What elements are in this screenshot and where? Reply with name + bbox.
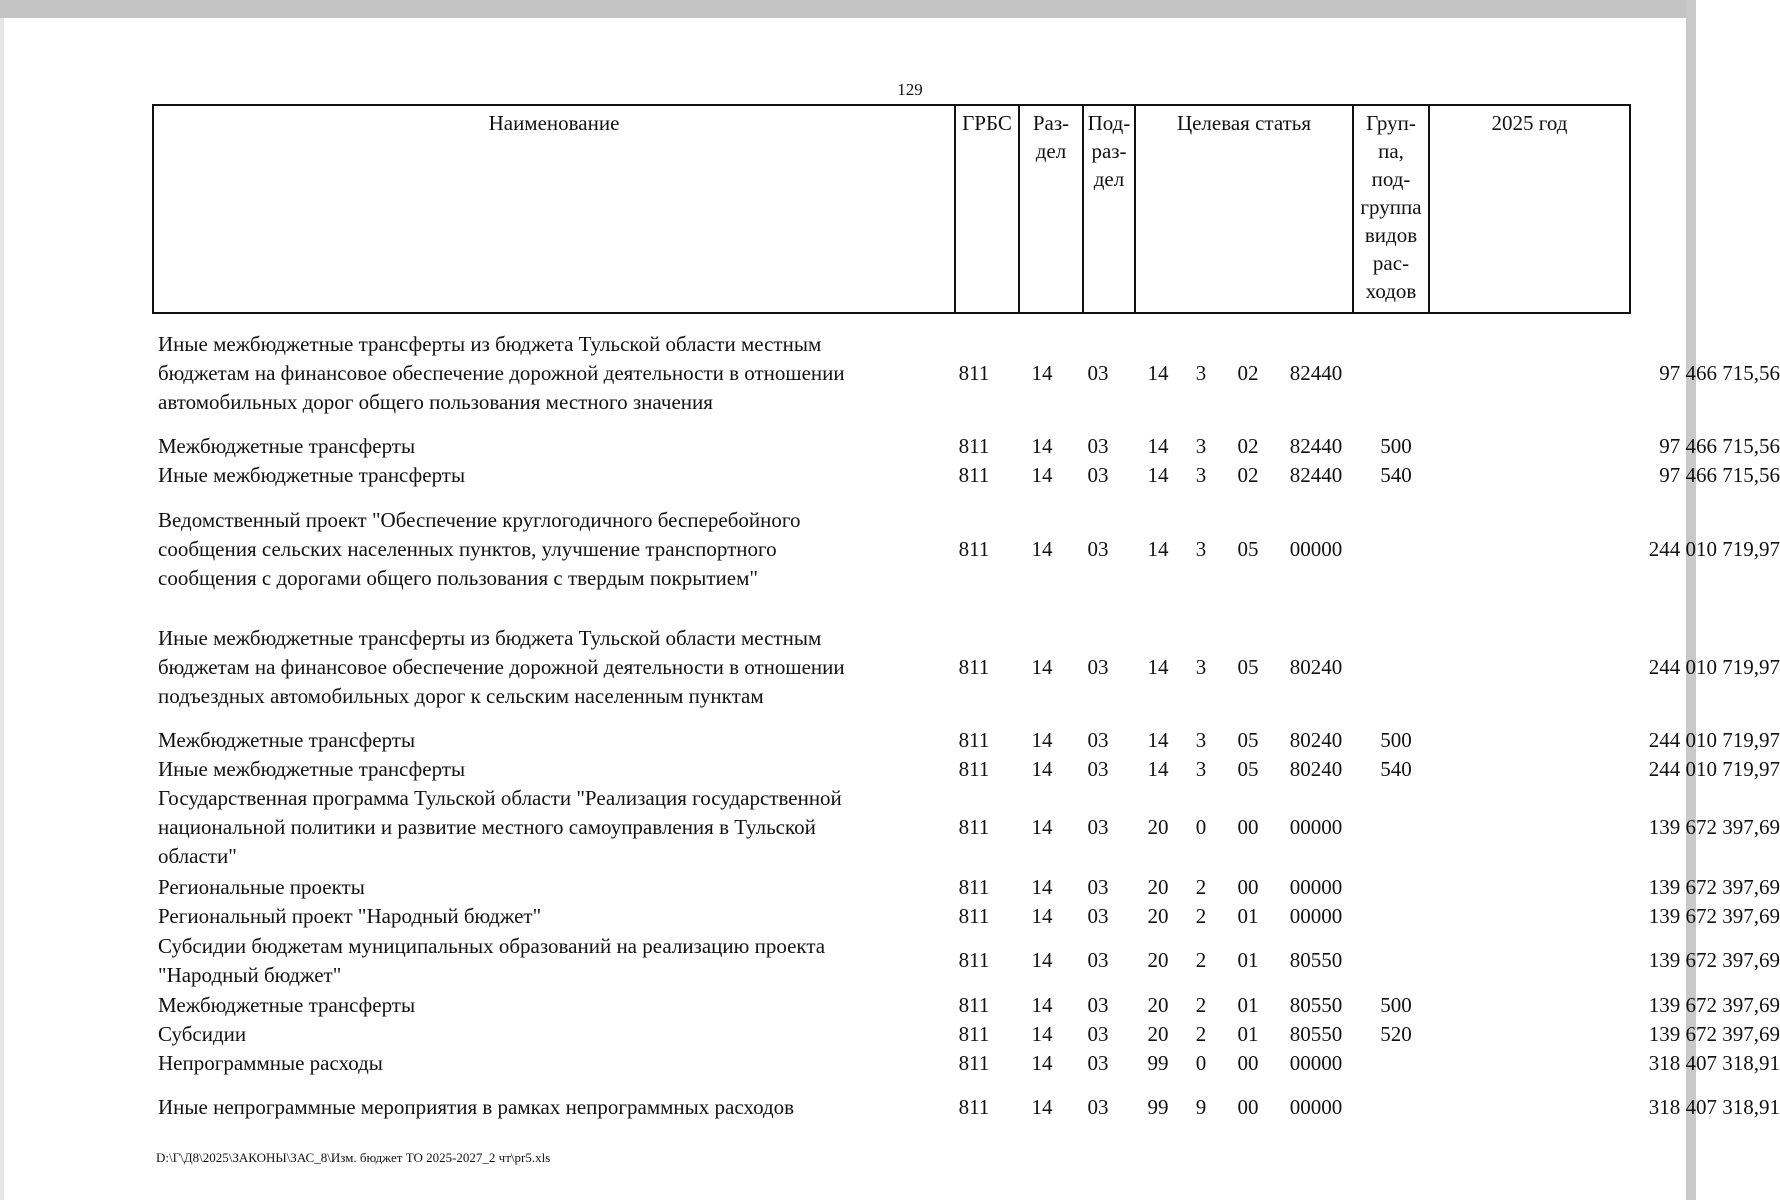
- table-row: [152, 1093, 1780, 1122]
- table-row: [152, 873, 1780, 902]
- row-name-line: национальной политики и развитие местного самоуправления в Тульской: [158, 815, 816, 839]
- table-row: [152, 1020, 1780, 1049]
- row-target-type: 3: [1195, 757, 1207, 781]
- row-target-subprogram: 01: [1237, 904, 1259, 928]
- row-target-subprogram: 00: [1237, 875, 1259, 899]
- row-razdel: 14: [1031, 948, 1053, 972]
- table-row: [152, 624, 1780, 711]
- row-razdel: 14: [1031, 537, 1053, 561]
- row-razdel: 14: [1031, 875, 1053, 899]
- row-target-subprogram: 00: [1237, 1095, 1259, 1119]
- row-target-direction: 00000: [1289, 537, 1343, 561]
- row-group: 540: [1380, 463, 1412, 487]
- row-name-line: Межбюджетные трансферты: [158, 728, 416, 752]
- row-name: [158, 506, 938, 593]
- row-target-subprogram: 05: [1237, 757, 1259, 781]
- row-sum: 244 010 719,97: [1648, 757, 1780, 781]
- row-group: 500: [1380, 434, 1412, 458]
- row-target-direction: 80240: [1289, 728, 1343, 752]
- row-target-program: 99: [1147, 1095, 1169, 1119]
- header-group-line: ходов: [1365, 279, 1417, 303]
- table-row: [152, 755, 1780, 784]
- row-target-subprogram: 02: [1237, 463, 1259, 487]
- row-target-subprogram: 05: [1237, 728, 1259, 752]
- header-target-column: [1134, 106, 1352, 312]
- row-target-direction: 80550: [1289, 1022, 1343, 1046]
- row-podrazdel: 03: [1087, 815, 1109, 839]
- row-target-direction: 00000: [1289, 904, 1343, 928]
- row-target-type: 9: [1195, 1095, 1207, 1119]
- row-razdel: 14: [1031, 361, 1053, 385]
- row-name: [158, 461, 938, 490]
- row-podrazdel: 03: [1087, 655, 1109, 679]
- header-group-line: па,: [1378, 139, 1404, 163]
- table-row: [152, 506, 1780, 593]
- row-target-program: 14: [1147, 361, 1169, 385]
- table-row: [152, 784, 1780, 871]
- row-target-direction: 82440: [1289, 361, 1343, 385]
- row-podrazdel: 03: [1087, 537, 1109, 561]
- row-target-direction: 00000: [1289, 1095, 1343, 1119]
- table-row: [152, 726, 1780, 755]
- table-header: [152, 104, 1631, 314]
- row-target-program: 20: [1147, 993, 1169, 1017]
- row-name: [158, 991, 938, 1020]
- row-target-program: 20: [1147, 1022, 1169, 1046]
- row-name-line: Иные межбюджетные трансферты: [158, 463, 466, 487]
- row-grbs: 811: [958, 463, 990, 487]
- row-target-direction: 80550: [1289, 948, 1343, 972]
- header-group-line: видов: [1364, 223, 1418, 247]
- row-razdel: 14: [1031, 463, 1053, 487]
- row-target-type: 0: [1195, 1051, 1207, 1075]
- row-target-subprogram: 01: [1237, 948, 1259, 972]
- row-sum: 139 672 397,69: [1648, 815, 1780, 839]
- row-grbs: 811: [958, 1051, 990, 1075]
- row-razdel: 14: [1031, 904, 1053, 928]
- row-name-line: автомобильных дорог общего пользования местного значения: [158, 390, 713, 414]
- row-grbs: 811: [958, 993, 990, 1017]
- row-target-subprogram: 00: [1237, 1051, 1259, 1075]
- row-sum: 244 010 719,97: [1648, 728, 1780, 752]
- row-target-subprogram: 05: [1237, 537, 1259, 561]
- row-name-line: бюджетам на финансовое обеспечение дорожной деятельности в отношении: [158, 655, 845, 679]
- row-target-program: 14: [1147, 434, 1169, 458]
- header-group-line: группа: [1360, 195, 1422, 219]
- row-target-direction: 00000: [1289, 1051, 1343, 1075]
- row-grbs: 811: [958, 815, 990, 839]
- row-target-type: 3: [1195, 361, 1207, 385]
- row-name-line: области": [158, 844, 237, 868]
- row-target-type: 3: [1195, 728, 1207, 752]
- row-target-direction: 00000: [1289, 875, 1343, 899]
- row-name: [158, 1049, 938, 1078]
- row-sum: 97 466 715,56: [1659, 361, 1780, 385]
- row-name-line: Иные непрограммные мероприятия в рамках непрограммных расходов: [158, 1095, 795, 1119]
- header-target-label: Целевая статья: [1176, 111, 1312, 135]
- row-grbs: 811: [958, 904, 990, 928]
- row-name: [158, 624, 938, 711]
- row-name-line: Непрограммные расходы: [158, 1051, 383, 1075]
- row-target-program: 20: [1147, 875, 1169, 899]
- row-podrazdel: 03: [1087, 728, 1109, 752]
- row-target-subprogram: 02: [1237, 361, 1259, 385]
- table-row: [152, 932, 1780, 990]
- row-name-line: подъездных автомобильных дорог к сельским населенным пунктам: [158, 684, 764, 708]
- row-target-type: 2: [1195, 948, 1207, 972]
- row-sum: 97 466 715,56: [1659, 463, 1780, 487]
- header-grbs-label: ГРБС: [962, 111, 1012, 135]
- row-name-line: Иные межбюджетные трансферты из бюджета Тульской области местным: [158, 626, 822, 650]
- row-podrazdel: 03: [1087, 904, 1109, 928]
- row-razdel: 14: [1031, 1022, 1053, 1046]
- header-year-label: 2025 год: [1491, 111, 1568, 135]
- row-name-line: Региональные проекты: [158, 875, 365, 899]
- header-razdel-line: дел: [1035, 139, 1067, 163]
- row-podrazdel: 03: [1087, 463, 1109, 487]
- header-razdel-line: Раз-: [1032, 111, 1070, 135]
- header-year-column: [1428, 106, 1629, 312]
- row-grbs: 811: [958, 728, 990, 752]
- row-name-line: сообщения сельских населенных пунктов, улучшение транспортного: [158, 537, 777, 561]
- row-name-line: "Народный бюджет": [158, 963, 342, 987]
- row-target-type: 2: [1195, 1022, 1207, 1046]
- row-sum: 139 672 397,69: [1648, 948, 1780, 972]
- row-target-direction: 80550: [1289, 993, 1343, 1017]
- row-group: 520: [1380, 1022, 1412, 1046]
- row-target-program: 14: [1147, 537, 1169, 561]
- row-grbs: 811: [958, 361, 990, 385]
- row-target-type: 3: [1195, 655, 1207, 679]
- row-razdel: 14: [1031, 728, 1053, 752]
- row-razdel: 14: [1031, 1095, 1053, 1119]
- row-name: [158, 902, 938, 931]
- row-name: [158, 726, 938, 755]
- row-target-direction: 00000: [1289, 815, 1343, 839]
- row-target-program: 20: [1147, 948, 1169, 972]
- row-podrazdel: 03: [1087, 1051, 1109, 1075]
- row-sum: 97 466 715,56: [1659, 434, 1780, 458]
- row-name: [158, 1093, 938, 1122]
- row-sum: 244 010 719,97: [1648, 537, 1780, 561]
- row-grbs: 811: [958, 875, 990, 899]
- row-target-program: 14: [1147, 728, 1169, 752]
- header-podrazdel-line: Под-: [1087, 111, 1131, 135]
- row-sum: 318 407 318,91: [1648, 1051, 1780, 1075]
- row-grbs: 811: [958, 757, 990, 781]
- row-name: [158, 432, 938, 461]
- row-name: [158, 932, 938, 990]
- row-sum: 244 010 719,97: [1648, 655, 1780, 679]
- row-target-subprogram: 01: [1237, 993, 1259, 1017]
- row-grbs: 811: [958, 1022, 990, 1046]
- row-target-subprogram: 05: [1237, 655, 1259, 679]
- table-row: [152, 1049, 1780, 1078]
- row-target-type: 2: [1195, 904, 1207, 928]
- row-target-direction: 82440: [1289, 434, 1343, 458]
- row-sum: 139 672 397,69: [1648, 875, 1780, 899]
- row-podrazdel: 03: [1087, 434, 1109, 458]
- row-razdel: 14: [1031, 757, 1053, 781]
- row-name-line: Иные межбюджетные трансферты: [158, 757, 466, 781]
- row-name: [158, 330, 938, 417]
- row-razdel: 14: [1031, 434, 1053, 458]
- row-target-type: 0: [1195, 815, 1207, 839]
- page-number: 129: [897, 80, 923, 99]
- header-podrazdel-column: [1082, 106, 1134, 312]
- row-group: 500: [1380, 728, 1412, 752]
- row-podrazdel: 03: [1087, 875, 1109, 899]
- row-target-type: 2: [1195, 875, 1207, 899]
- scan-edge-top: [0, 0, 1696, 18]
- row-target-subprogram: 02: [1237, 434, 1259, 458]
- row-target-type: 3: [1195, 434, 1207, 458]
- row-name-line: Региональный проект "Народный бюджет": [158, 904, 542, 928]
- header-group-line: под-: [1371, 167, 1411, 191]
- row-target-type: 2: [1195, 993, 1207, 1017]
- row-target-program: 14: [1147, 757, 1169, 781]
- row-name-line: Субсидии бюджетам муниципальных образований на реализацию проекта: [158, 934, 826, 958]
- row-target-program: 14: [1147, 463, 1169, 487]
- row-target-program: 20: [1147, 904, 1169, 928]
- row-name-line: Ведомственный проект "Обеспечение круглогодичного бесперебойного: [158, 508, 801, 532]
- table-row: [152, 432, 1780, 461]
- row-name: [158, 784, 938, 871]
- row-target-direction: 82440: [1289, 463, 1343, 487]
- row-target-direction: 80240: [1289, 757, 1343, 781]
- row-razdel: 14: [1031, 815, 1053, 839]
- row-name-line: Межбюджетные трансферты: [158, 993, 416, 1017]
- header-group-column: [1352, 106, 1428, 312]
- row-name-line: Государственная программа Тульской области "Реализация государственной: [158, 786, 842, 810]
- header-group-line: рас-: [1372, 251, 1410, 275]
- row-target-program: 14: [1147, 655, 1169, 679]
- row-sum: 139 672 397,69: [1648, 993, 1780, 1017]
- row-sum: 139 672 397,69: [1648, 1022, 1780, 1046]
- row-grbs: 811: [958, 537, 990, 561]
- row-sum: 318 407 318,91: [1648, 1095, 1780, 1119]
- row-target-type: 3: [1195, 463, 1207, 487]
- row-name-line: Субсидии: [158, 1022, 247, 1046]
- scan-edge-left: [0, 18, 4, 1200]
- table-row: [152, 330, 1780, 417]
- row-group: 540: [1380, 757, 1412, 781]
- row-name-line: бюджетам на финансовое обеспечение дорожной деятельности в отношении: [158, 361, 845, 385]
- row-grbs: 811: [958, 434, 990, 458]
- header-group-line: Груп-: [1366, 111, 1416, 135]
- row-podrazdel: 03: [1087, 948, 1109, 972]
- row-name: [158, 1020, 938, 1049]
- row-name-line: Межбюджетные трансферты: [158, 434, 416, 458]
- row-target-program: 20: [1147, 815, 1169, 839]
- header-razdel-column: [1018, 106, 1082, 312]
- table-row: [152, 991, 1780, 1020]
- file-path-footer: D:\Г\Д8\2025\ЗАКОНЫ\ЗАС_8\Изм. бюджет ТО 2025-2027_2 чт\pr5.xls: [156, 1150, 551, 1165]
- row-razdel: 14: [1031, 993, 1053, 1017]
- row-group: 500: [1380, 993, 1412, 1017]
- row-target-program: 99: [1147, 1051, 1169, 1075]
- row-razdel: 14: [1031, 655, 1053, 679]
- header-name-column: [154, 106, 954, 312]
- header-name-label: Наименование: [488, 111, 620, 135]
- row-name: [158, 755, 938, 784]
- row-grbs: 811: [958, 948, 990, 972]
- row-target-subprogram: 00: [1237, 815, 1259, 839]
- header-podrazdel-line: дел: [1093, 167, 1125, 191]
- row-name-line: Иные межбюджетные трансферты из бюджета Тульской области местным: [158, 332, 822, 356]
- row-podrazdel: 03: [1087, 361, 1109, 385]
- table-row: [152, 461, 1780, 490]
- row-name-line: сообщения с дорогами общего пользования с твердым покрытием": [158, 566, 758, 590]
- row-podrazdel: 03: [1087, 993, 1109, 1017]
- header-grbs-column: [954, 106, 1018, 312]
- table-row: [152, 902, 1780, 931]
- row-podrazdel: 03: [1087, 757, 1109, 781]
- row-sum: 139 672 397,69: [1648, 904, 1780, 928]
- row-grbs: 811: [958, 1095, 990, 1119]
- row-target-type: 3: [1195, 537, 1207, 561]
- row-podrazdel: 03: [1087, 1022, 1109, 1046]
- row-target-direction: 80240: [1289, 655, 1343, 679]
- row-grbs: 811: [958, 655, 990, 679]
- row-razdel: 14: [1031, 1051, 1053, 1075]
- row-target-subprogram: 01: [1237, 1022, 1259, 1046]
- row-name: [158, 873, 938, 902]
- header-podrazdel-line: раз-: [1091, 139, 1127, 163]
- row-podrazdel: 03: [1087, 1095, 1109, 1119]
